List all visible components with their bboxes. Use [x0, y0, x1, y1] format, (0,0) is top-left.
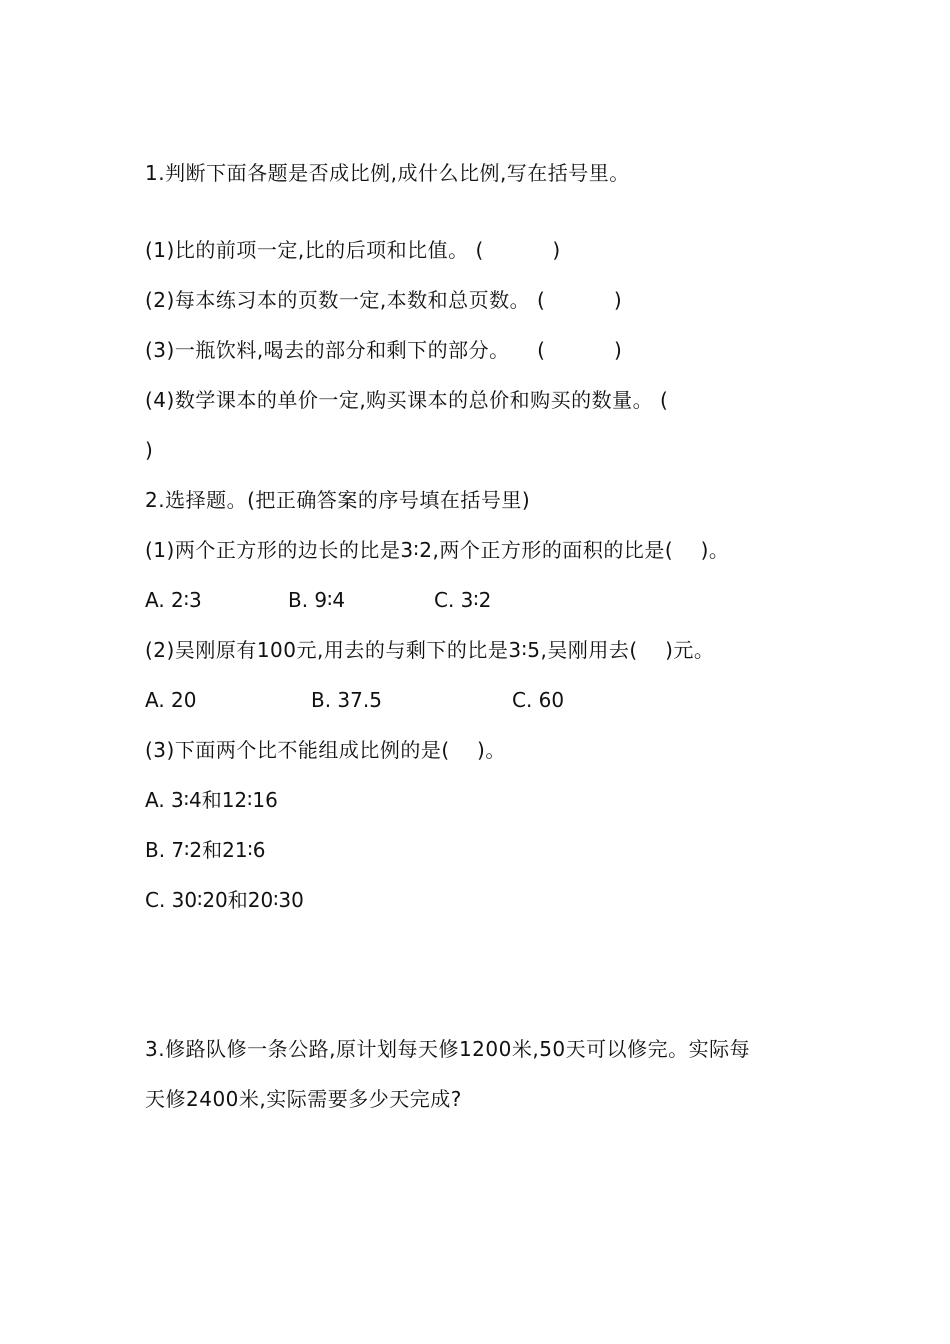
q1-option-c: C. 3∶2	[434, 588, 492, 612]
q1-option-b: B. 9∶4	[288, 588, 346, 612]
section1-item-2: (2)每本练习本的页数一定,本数和总页数。 ( )	[145, 288, 623, 312]
q3-option-b: B. 7∶2和21∶6	[145, 838, 266, 862]
section1-item-4-close: )	[145, 438, 154, 462]
section1-title: 1.判断下面各题是否成比例,成什么比例,写在括号里。	[145, 161, 630, 185]
q2-option-a: A. 20	[145, 688, 197, 712]
q3-option-c: C. 30∶20和20∶30	[145, 888, 304, 912]
q3-text: (3)下面两个比不能组成比例的是( )。	[145, 738, 506, 762]
section1-item-4: (4)数学课本的单价一定,购买课本的总价和购买的数量。 (	[145, 388, 669, 412]
section3-line-1: 3.修路队修一条公路,原计划每天修1200米,50天可以修完。实际每	[145, 1037, 751, 1061]
section2-title: 2.选择题。(把正确答案的序号填在括号里)	[145, 488, 531, 512]
q1-text: (1)两个正方形的边长的比是3∶2,两个正方形的面积的比是( )。	[145, 538, 730, 562]
q1-option-a: A. 2∶3	[145, 588, 202, 612]
q3-option-a: A. 3∶4和12∶16	[145, 788, 278, 812]
section1-item-1: (1)比的前项一定,比的后项和比值。 ( )	[145, 238, 561, 262]
section1-item-3: (3)一瓶饮料,喝去的部分和剩下的部分。 ( )	[145, 338, 623, 362]
q2-option-c: C. 60	[512, 688, 565, 712]
q2-text: (2)吴刚原有100元,用去的与剩下的比是3∶5,吴刚用去( )元。	[145, 638, 715, 662]
section3-line-2: 天修2400米,实际需要多少天完成?	[145, 1087, 462, 1111]
q2-option-b: B. 37.5	[311, 688, 382, 712]
